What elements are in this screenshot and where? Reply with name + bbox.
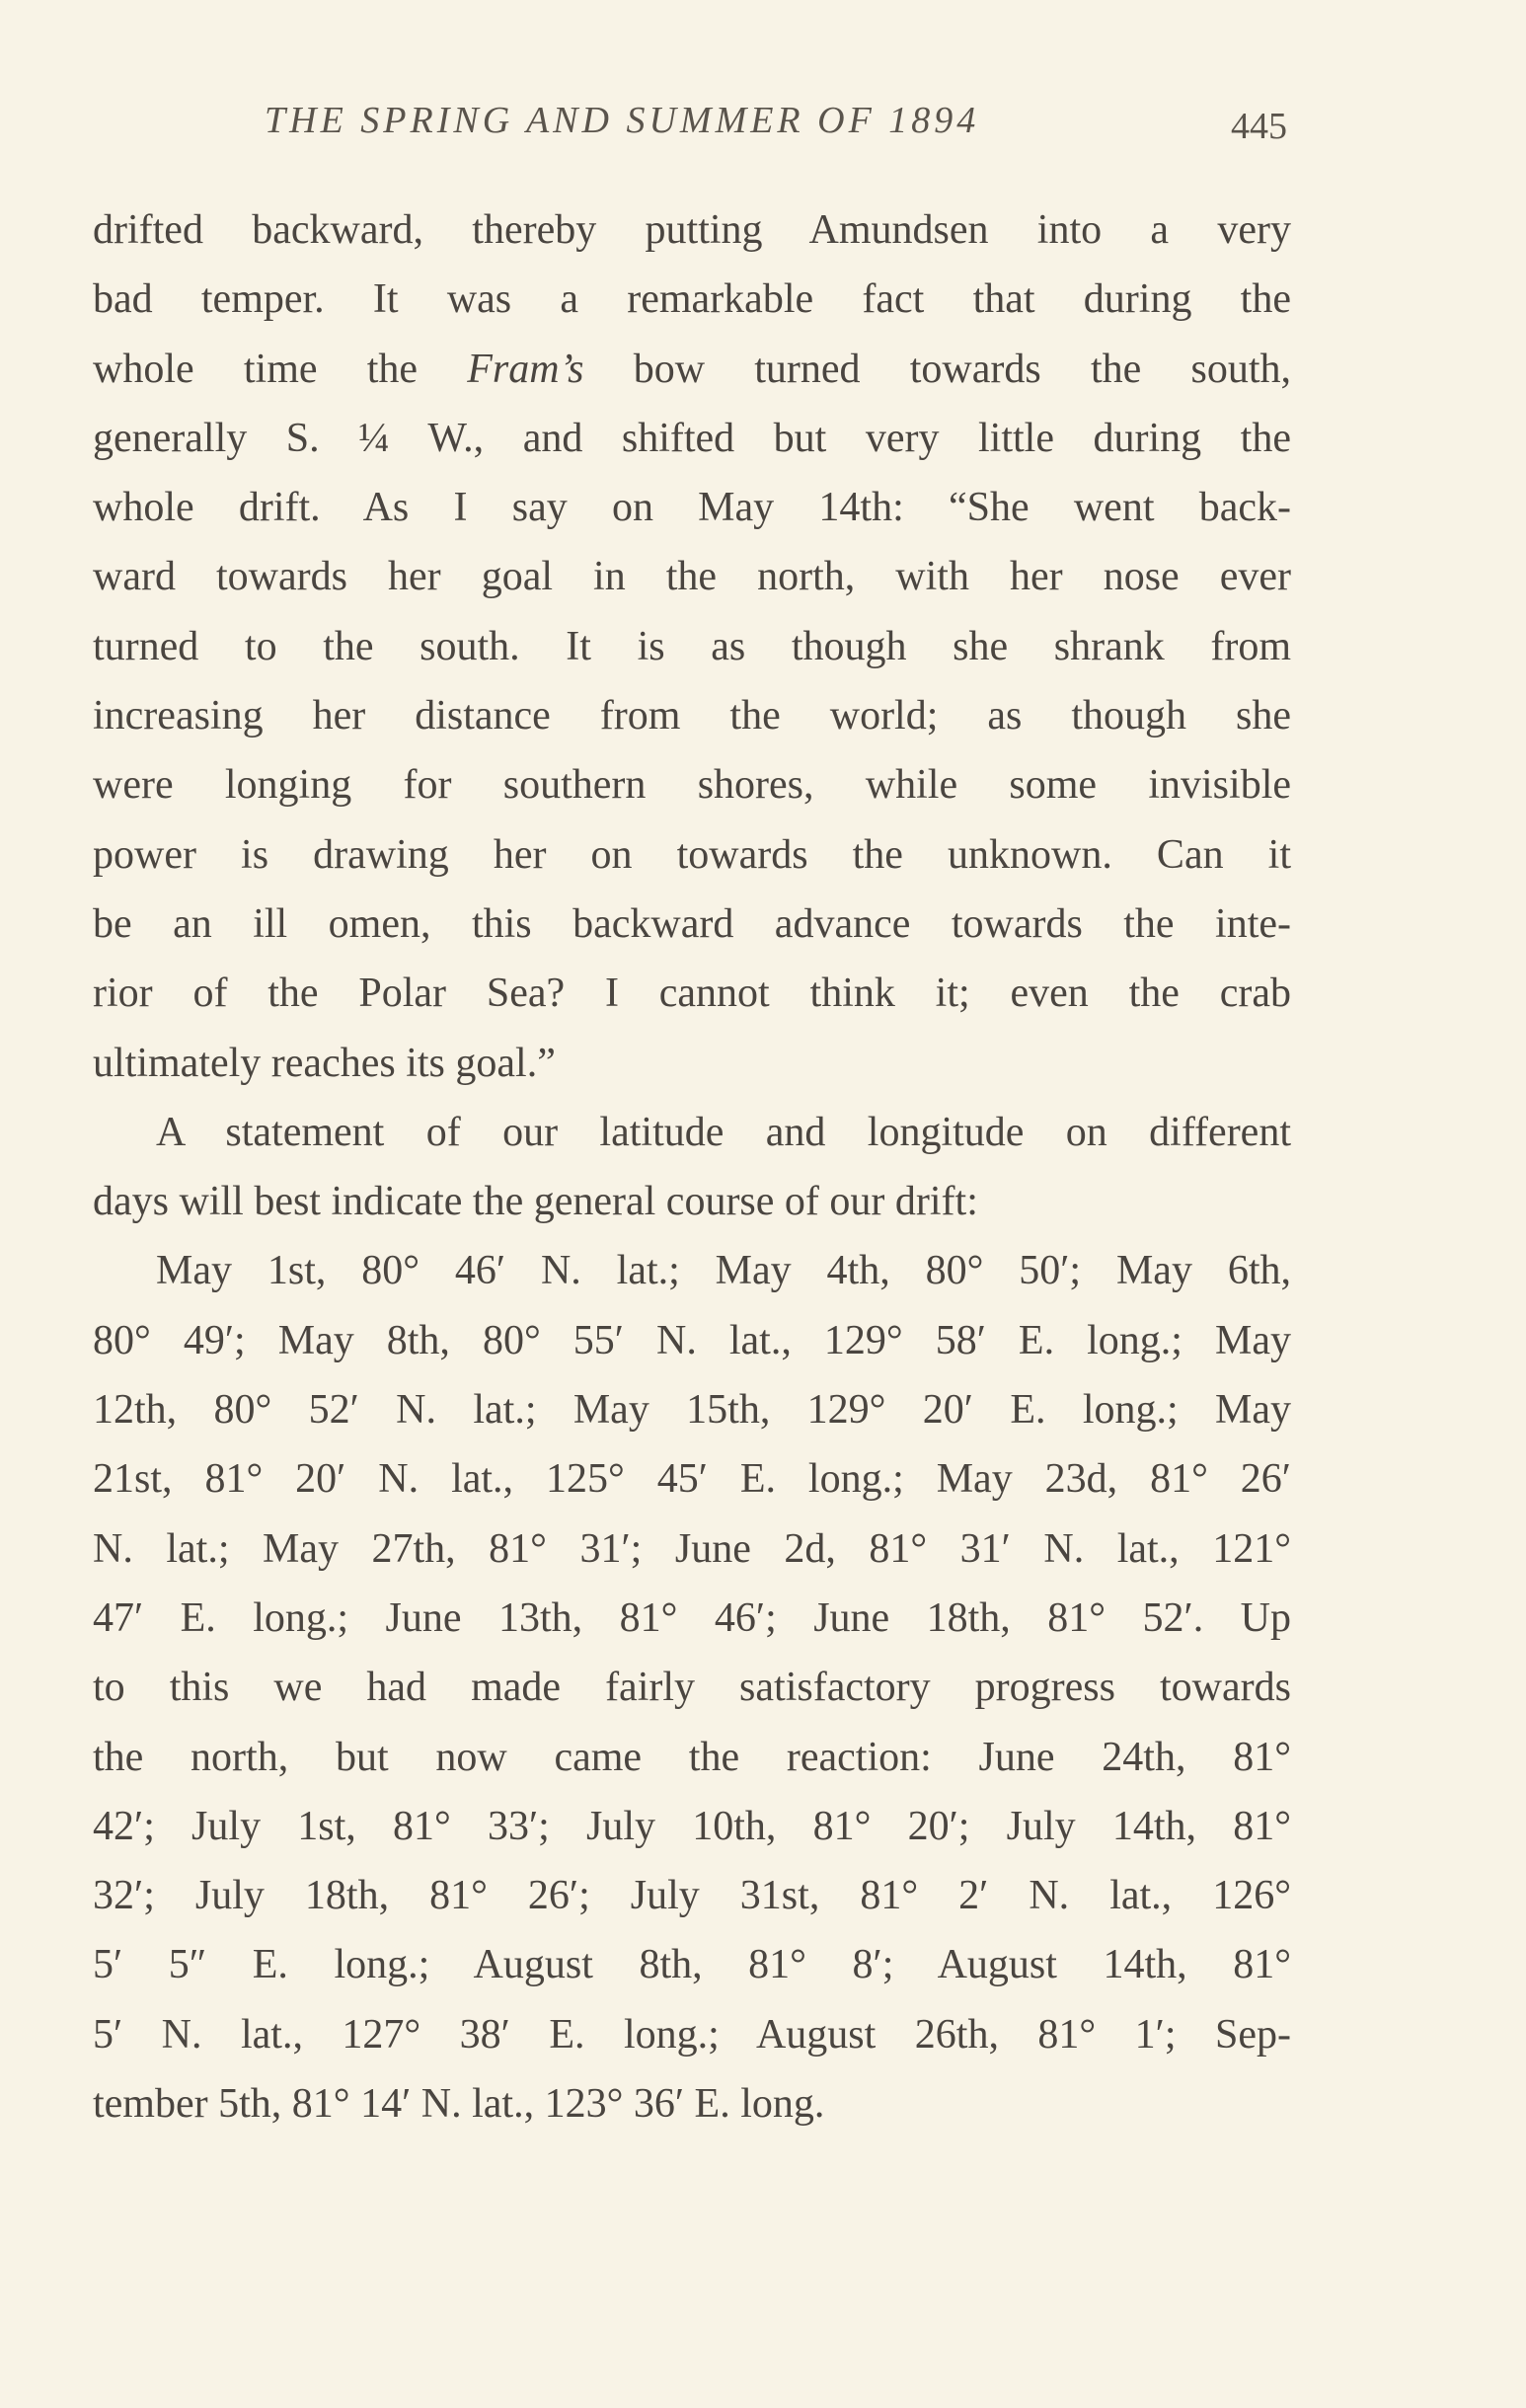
text-line: generally S. ¼ W., and shifted but very little during the [93,415,1291,461]
text-line: power is drawing her on towards the unknown. Can it [93,831,1291,878]
text-line: the north, but now came the reaction: June 24th, 81° [93,1734,1291,1780]
text-line: bad temper. It was a remarkable fact that during the [93,276,1291,323]
text-line: be an ill omen, this backward advance towards the inte- [93,900,1291,947]
text-line: 42′; July 1st, 81° 33′; July 10th, 81° 20′; July 14th, 81° [93,1803,1291,1849]
text-line: tember 5th, 81° 14′ N. lat., 123° 36′ E. long. [93,2081,825,2128]
running-title: THE SPRING AND SUMMER OF 1894 [265,100,980,141]
text-line: 5′ N. lat., 127° 38′ E. long.; August 26th, 81° 1′; Sep- [93,2011,1291,2058]
text-line: days will best indicate the general course of our drift: [93,1179,978,1225]
text-segment: bow turned towards the south, [583,346,1291,392]
text-line: 21st, 81° 20′ N. lat., 125° 45′ E. long.; May 23d, 81° 26′ [93,1456,1291,1503]
text-line: 32′; July 18th, 81° 26′; July 31st, 81° 2′ N. lat., 126° [93,1873,1291,1919]
text-line: 5′ 5″ E. long.; August 8th, 81° 8′; August 14th, 81° [93,1942,1291,1988]
text-line: turned to the south. It is as though she shrank from [93,623,1291,669]
text-line: May 1st, 80° 46′ N. lat.; May 4th, 80° 50′; May 6th, [156,1248,1291,1294]
running-head [265,99,1287,158]
page-number: 445 [1231,106,1287,147]
text-line: increasing her distance from the world; as though she [93,693,1291,739]
text-line: ultimately reaches its goal.” [93,1040,556,1086]
text-line: 47′ E. long.; June 13th, 81° 46′; June 18th, 81° 52′. Up [93,1594,1291,1641]
text-line: whole drift. As I say on May 14th: “She went back- [93,485,1291,531]
body-text [93,195,1291,2138]
text-line: A statement of our latitude and longitude on different [156,1109,1291,1155]
text-line: were longing for southern shores, while some invisible [93,762,1291,809]
ship-name: Fram’s [467,346,584,392]
text-line: N. lat.; May 27th, 81° 31′; June 2d, 81° 31′ N. lat., 121° [93,1525,1291,1572]
text-segment: whole time the [93,346,468,392]
text-line: 80° 49′; May 8th, 80° 55′ N. lat., 129° 58′ E. long.; May [93,1317,1291,1363]
text-line: 12th, 80° 52′ N. lat.; May 15th, 129° 20′ E. long.; May [93,1387,1291,1434]
text-line: rior of the Polar Sea? I cannot think it; even the crab [93,971,1291,1017]
text-line: ward towards her goal in the north, with her nose ever [93,554,1291,600]
text-line: drifted backward, thereby putting Amundsen into a very [93,207,1291,253]
text-line [93,335,1291,404]
text-line: to this we had made fairly satisfactory progress towards [93,1665,1291,1711]
